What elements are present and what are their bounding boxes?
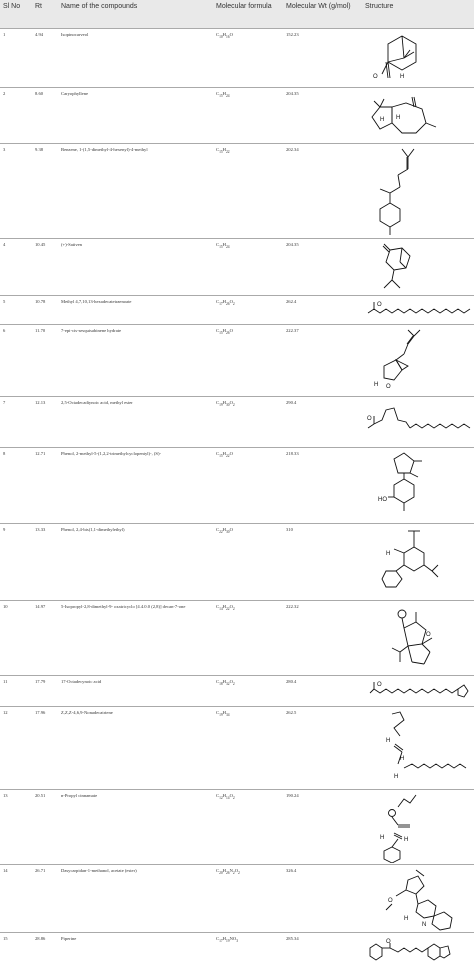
header-mw: Molecular Wt (g/mol) [283,0,362,29]
cyclopentyl-phenol-structure-icon [364,449,472,522]
formula-cell: $C_{19}H_{30}O_2$ [213,397,283,448]
formula-cell: $C_{19}H_{34}$ [213,707,283,790]
sl-no-cell: 14 [0,865,32,933]
structure-cell [362,239,474,296]
rt-cell: 4.94 [32,29,58,88]
mw-cell: 285.34 [283,933,362,964]
mw-cell: 310 [283,524,362,601]
compound-name-cell: Isopinocarveol [58,29,213,88]
svg-text:H: H [400,74,404,80]
octadecynoic-chain-structure-icon [364,677,472,705]
compound-name-cell: Z,Z,Z-4,6,9-Nonadecatriene [58,707,213,790]
table-row [0,325,474,397]
svg-text:H: H [400,756,404,762]
propyl-cinnamate-structure-icon [364,791,472,863]
compound-name-cell: Methyl 4,7,10,13-hexadecatetraenoate [58,296,213,325]
mw-cell: 204.35 [283,239,362,296]
rt-cell: 12.13 [32,397,58,448]
svg-text:O: O [373,74,378,80]
sl-no-cell: 6 [0,325,32,397]
compound-name-cell: 17-Octadecynoic acid [58,676,213,707]
rt-cell: 9.38 [32,144,58,239]
tert-butyl-phenol-structure-icon [364,525,472,599]
structure-cell [362,676,474,707]
sl-no-cell: 5 [0,296,32,325]
oxatricyclo-ketone-structure-icon [364,602,472,674]
svg-text:H: H [386,738,390,744]
table-row [0,239,474,296]
structure-cell [362,865,474,933]
rt-cell: 17.96 [32,707,58,790]
svg-text:O: O [377,682,382,688]
structure-cell [362,707,474,790]
sl-no-cell: 1 [0,29,32,88]
structure-cell [362,397,474,448]
compound-name-cell: 7-epi-cis-sesquisabinene hydrate [58,325,213,397]
header-rt: Rt [32,0,58,29]
sl-no-cell: 8 [0,448,32,524]
table-row [0,601,474,676]
header-formula: Molecular formula [213,0,283,29]
table-row [0,676,474,707]
rt-cell: 10.45 [32,239,58,296]
mw-cell: 262.5 [283,707,362,790]
svg-text:H: H [374,382,378,388]
structure-cell [362,296,474,325]
formula-cell: $C_{17}H_{19}NO_3$ [213,933,283,964]
svg-text:N: N [422,922,426,928]
structure-cell [362,88,474,144]
formula-cell: $C_{15}H_{22}O$ [213,448,283,524]
svg-text:O: O [367,416,372,422]
compound-name-cell: (+)-Sativen [58,239,213,296]
caryophyllene-structure-icon [364,89,472,142]
header-structure: Structure [362,0,474,29]
structure-cell [362,933,474,964]
formula-cell: $C_{15}H_{26}O$ [213,325,283,397]
formula-cell: $C_{15}H_{24}$ [213,88,283,144]
svg-text:H: H [380,117,384,123]
mw-cell: 262.4 [283,296,362,325]
mw-cell: 222.37 [283,325,362,397]
structure-cell [362,325,474,397]
compound-name-cell: 5-Isopropyl-2,8-dimethyl-9- oxatricyclo [4.4.0.0 (2,8)] decan-7-one [58,601,213,676]
compound-name-cell: Benzene, 1-(1,5-dimethyl-4-hexenyl)-4-methyl [58,144,213,239]
svg-text:H: H [380,835,384,841]
sl-no-cell: 12 [0,707,32,790]
structure-cell [362,29,474,88]
table-row [0,448,474,524]
sl-no-cell: 3 [0,144,32,239]
compound-name-cell: 2,5-Octadecadiynoic acid, methyl ester [58,397,213,448]
compound-name-cell: Piperine [58,933,213,964]
sl-no-cell: 2 [0,88,32,144]
compound-name-cell: Dasycarpidan-1-methanol, acetate (ester) [58,865,213,933]
svg-text:H: H [404,916,408,922]
diyne-ester-chain-structure-icon [364,398,472,446]
svg-text:O: O [386,384,391,390]
header-row [0,0,474,29]
compound-name-cell: Phenol, 2-methyl-5-(1,2,2-trimethylcyclopentyl)-, (S)- [58,448,213,524]
bicyclic-alcohol-structure-icon [364,30,472,86]
svg-text:H: H [386,551,390,557]
svg-text:O: O [377,302,382,308]
table-row [0,397,474,448]
rt-cell: 28.86 [32,933,58,964]
table-row [0,933,474,964]
svg-text:HO: HO [378,497,387,503]
compound-name-cell: Phenol, 2,4-bis(1,1-dimethylethyl) [58,524,213,601]
svg-text:O: O [426,632,431,638]
rt-cell: 20.51 [32,790,58,865]
rt-cell: 13.33 [32,524,58,601]
mw-cell: 218.33 [283,448,362,524]
bicyclic-terpene-alcohol-structure-icon [364,326,472,395]
svg-text:H: H [394,774,398,780]
sl-no-cell: 7 [0,397,32,448]
rt-cell: 8.60 [32,88,58,144]
sl-no-cell: 13 [0,790,32,865]
table-row [0,524,474,601]
formula-cell: $C_{14}H_{22}O_2$ [213,601,283,676]
structure-cell [362,144,474,239]
mw-cell: 204.35 [283,88,362,144]
nonadecatriene-chain-structure-icon [364,708,472,788]
formula-cell: $C_{18}H_{32}O_2$ [213,676,283,707]
mw-cell: 290.4 [283,397,362,448]
sl-no-cell: 10 [0,601,32,676]
structure-cell [362,524,474,601]
tricyclic-sesquiterpene-structure-icon [364,240,472,294]
svg-text:H: H [404,837,408,843]
table-row [0,296,474,325]
rt-cell: 10.78 [32,296,58,325]
sl-no-cell: 15 [0,933,32,964]
sl-no-cell: 9 [0,524,32,601]
svg-text:O: O [388,898,393,904]
mw-cell: 202.34 [283,144,362,239]
table-row [0,29,474,88]
formula-cell: $C_{22}H_{30}O$ [213,524,283,601]
svg-text:H: H [396,115,400,121]
structure-cell [362,601,474,676]
svg-text:O: O [386,939,391,945]
header-sl-no: Sl No [0,0,32,29]
table-row [0,790,474,865]
mw-cell: 326.4 [283,865,362,933]
rt-cell: 17.79 [32,676,58,707]
piperine-structure-icon [364,934,472,963]
rt-cell: 26.71 [32,865,58,933]
formula-cell: $C_{17}H_{26}O_2$ [213,296,283,325]
indole-alkaloid-structure-icon [364,866,472,931]
sl-no-cell: 11 [0,676,32,707]
rt-cell: 12.71 [32,448,58,524]
header-name: Name of the compounds [58,0,213,29]
formula-cell: $C_{12}H_{14}O_2$ [213,790,283,865]
mw-cell: 280.4 [283,676,362,707]
formula-cell: $C_{15}H_{24}$ [213,239,283,296]
formula-cell: $C_{15}H_{22}$ [213,144,283,239]
sl-no-cell: 4 [0,239,32,296]
table-row [0,865,474,933]
mw-cell: 222.32 [283,601,362,676]
structure-cell [362,448,474,524]
compound-name-cell: n-Propyl cinnamate [58,790,213,865]
rt-cell: 11.70 [32,325,58,397]
mw-cell: 152.23 [283,29,362,88]
formula-cell: $C_{10}H_{16}O$ [213,29,283,88]
structure-cell [362,790,474,865]
alkyl-benzene-structure-icon [364,145,472,237]
compound-name-cell: Caryophyllene [58,88,213,144]
table-row [0,88,474,144]
mw-cell: 190.24 [283,790,362,865]
table-row [0,144,474,239]
table-row [0,707,474,790]
fatty-ester-chain-structure-icon [364,297,472,323]
formula-cell: $C_{20}H_{26}N_2O_2$ [213,865,283,933]
rt-cell: 14.97 [32,601,58,676]
